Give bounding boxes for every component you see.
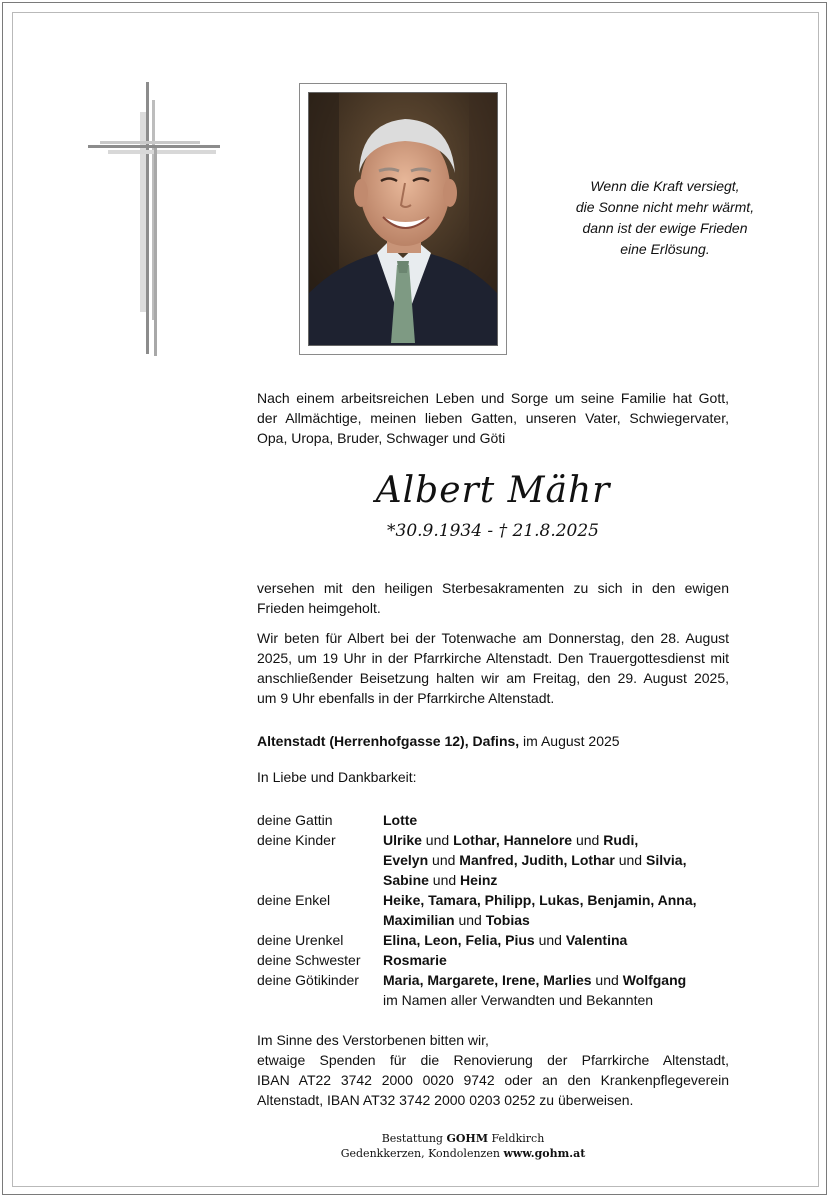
connector-text: im Namen aller Verwandten und Bekannten [383,992,654,1008]
footer-text: Bestattung [381,1132,447,1145]
relatives-row [257,810,737,830]
portrait-frame [299,83,507,355]
paragraph-services [257,628,729,708]
relatives-row [257,990,737,1010]
closing-line: Altenstadt, IBAN AT32 3742 2000 0203 0252 zu überweisen. [257,1092,634,1108]
paragraph-passing [257,578,729,618]
paragraph-line: anschließender Beisetzung halten wir am Freitag, den 29. August 2025, [257,670,729,686]
website-link[interactable]: www.gohm.at [503,1147,586,1160]
relation-names [383,830,737,850]
intro-line: Opa, Uropa, Bruder, Schwager und Göti [257,430,506,446]
poem-line: Wenn die Kraft versiegt, [590,178,740,194]
relation-names [383,990,737,1010]
relation-label [257,850,383,870]
relative-name: Lotte [383,812,418,828]
connector-text: und [454,912,486,928]
place-date [257,731,729,751]
connector-text: und [421,832,454,848]
relative-name: Lothar, Hannelore [453,832,573,848]
relation-label: deine Schwester [257,952,361,968]
poem-line: dann ist der ewige Frieden [582,220,748,236]
relative-name: Manfred, Judith, Lothar [459,852,615,868]
connector-text: und [428,852,460,868]
relatives-row [257,910,737,930]
connector-text: und [614,852,646,868]
deceased-name: Albert Mähr [375,470,611,511]
paragraph-line: um 9 Uhr ebenfalls in der Pfarrkirche Altenstadt. [257,690,555,706]
connector-text: und [591,972,623,988]
relation-label: deine Urenkel [257,932,344,948]
relatives-row [257,970,737,990]
poem-line: eine Erlösung. [620,241,710,257]
relation-names [383,970,737,990]
greeting: In Liebe und Dankbarkeit: [257,769,417,785]
place-address: Altenstadt (Herrenhofgasse 12), Dafins, [257,733,520,749]
relative-name: Maximilian [383,912,455,928]
relatives-row [257,870,737,890]
closing-line: IBAN AT22 3742 2000 0020 9742 oder an den Krankenpflegeverein [257,1072,729,1088]
relation-label: deine Kinder [257,832,336,848]
funeral-home-name: GOHM [446,1132,488,1145]
footer-text: Gedenkkerzen, Kondolenzen [340,1147,504,1160]
poem-line: die Sonne nicht mehr wärmt, [575,199,755,215]
relatives-row [257,950,737,970]
relation-label [257,910,383,930]
relatives-row [257,850,737,870]
footer-text: Feldkirch [488,1132,545,1145]
life-dates: *30.9.1934 - † 21.8.2025 [387,521,599,541]
footer-line-2 [300,1146,626,1161]
relative-name: Rosmarie [383,952,447,968]
relative-name: Rudi, [603,832,639,848]
relative-name: Maria, Margarete, Irene, Marlies [383,972,592,988]
relatives-row [257,890,737,910]
relatives-row [257,930,737,950]
relative-name: Ulrike [383,832,422,848]
relative-name: Evelyn [383,852,429,868]
footer [300,1131,626,1161]
portrait-photo [308,92,498,346]
poem [540,176,790,260]
closing-line: etwaige Spenden für die Renovierung der Pfarrkirche Altenstadt, [257,1052,729,1068]
paragraph-line: versehen mit den heiligen Sterbesakramenten zu sich in den ewigen [257,580,729,596]
connector-text: und [572,832,604,848]
place-month: im August 2025 [519,733,620,749]
relation-names [383,930,737,950]
intro-text [257,388,729,448]
relation-label [257,990,383,1010]
relation-names [383,810,737,830]
paragraph-line: 2025, um 19 Uhr in der Pfarrkirche Altenstadt. Den Trauergottesdienst mit [257,650,729,666]
connector-text: und [428,872,461,888]
relation-names [383,890,737,910]
relation-label: deine Enkel [257,892,331,908]
relative-name: Valentina [565,932,628,948]
relative-name: Silvia, [645,852,687,868]
relation-names [383,910,737,930]
relation-label [257,870,383,890]
relative-name: Elina, Leon, Felia, Pius [383,932,535,948]
relatives-row [257,830,737,850]
paragraph-line: Frieden heimgeholt. [257,600,381,616]
relation-names [383,950,737,970]
relative-name: Sabine [383,872,429,888]
cross-icon [88,82,222,356]
relative-name: Heike, Tamara, Philipp, Lukas, Benjamin, Anna, [383,892,697,908]
connector-text: und [534,932,566,948]
closing-line: Im Sinne des Verstorbenen bitten wir, [257,1032,489,1048]
relation-label: deine Götikinder [257,972,359,988]
relation-names [383,870,737,890]
relatives-list [257,810,737,1010]
relative-name: Wolfgang [622,972,687,988]
relative-name: Heinz [460,872,498,888]
paragraph-line: Wir beten für Albert bei der Totenwache am Donnerstag, den 28. August [257,630,729,646]
intro-line: Nach einem arbeitsreichen Leben und Sorge um seine Familie hat Gott, [257,390,729,406]
relative-name: Tobias [485,912,530,928]
footer-line-1 [300,1131,626,1146]
relation-names [383,850,737,870]
intro-line: der Allmächtige, meinen lieben Gatten, unseren Vater, Schwiegervater, [257,410,729,426]
closing-text [257,1030,729,1110]
relation-label: deine Gattin [257,812,333,828]
